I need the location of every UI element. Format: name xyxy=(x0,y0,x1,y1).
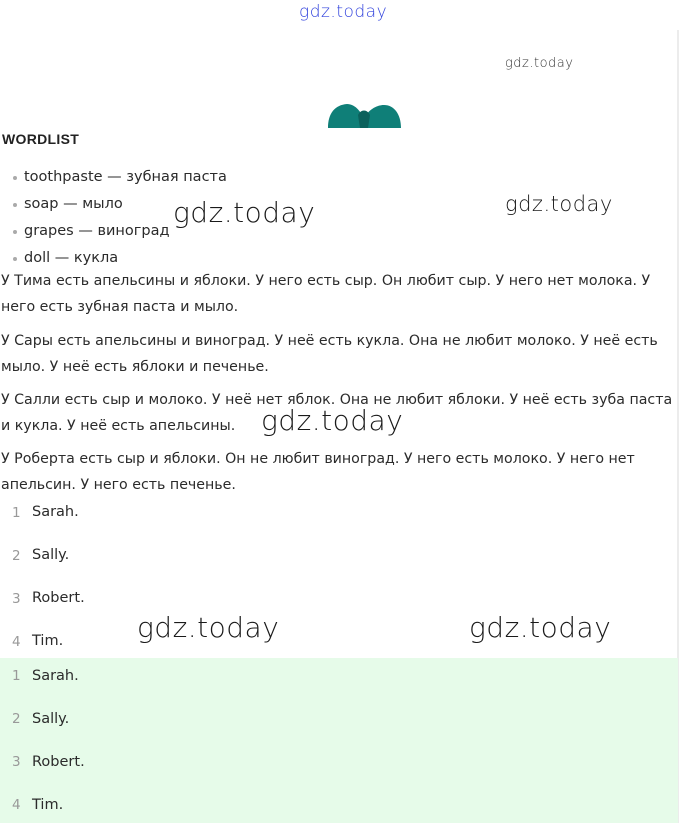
watermark-top: gdz.today xyxy=(299,2,388,22)
answer-number: 4 xyxy=(12,797,21,813)
paragraph-sarah: У Сары есть апельсины и виноград. У неё есть кукла. Она не любит молоко. У неё есть мыло. У неё есть яблоки и печенье. xyxy=(1,333,658,375)
wordlist-item: toothpaste — зубная паста xyxy=(12,166,227,193)
answer-number: 1 xyxy=(12,505,21,521)
watermark: gdz.today xyxy=(261,404,404,437)
wordlist-heading: WORDLIST xyxy=(2,131,80,147)
watermark: gdz.today xyxy=(505,192,613,216)
answer-row xyxy=(0,658,678,701)
paragraph-sally: У Салли есть сыр и молоко. У неё нет яблок. Она не любит яблоки. У неё есть зуба паста и кукла. У неё есть апельсины. xyxy=(1,392,673,434)
answer-text: Robert. xyxy=(32,590,85,606)
wordlist-item: soap — мыло xyxy=(12,193,227,220)
answer-text: Sarah. xyxy=(32,504,79,520)
paragraph-tim: У Тима есть апельсины и яблоки. У него есть сыр. Он любит сыр. У него нет молока. У него есть зубная паста и мыло. xyxy=(1,273,651,315)
answer-row xyxy=(0,787,678,830)
paragraph-robert: У Роберта есть сыр и яблоки. Он не любит виноград. У него есть молоко. У него нет апельсин. У него есть печенье. xyxy=(1,451,635,493)
watermark: gdz.today xyxy=(469,611,612,644)
answer-number: 2 xyxy=(12,711,21,727)
answer-text: Sally. xyxy=(32,711,70,727)
answer-text: Tim. xyxy=(32,797,64,813)
answer-row xyxy=(0,497,678,540)
answer-text: Sarah. xyxy=(32,668,79,684)
answer-number: 3 xyxy=(12,754,21,770)
answer-number: 3 xyxy=(12,591,21,607)
answer-text: Sally. xyxy=(32,547,70,563)
answer-text: Robert. xyxy=(32,754,85,770)
watermark-small: gdz.today xyxy=(505,56,574,71)
answer-number: 2 xyxy=(12,548,21,564)
answer-row xyxy=(0,701,678,744)
answer-list-highlighted xyxy=(0,658,678,823)
wordlist-item: doll — кукла xyxy=(12,247,227,274)
answer-number: 1 xyxy=(12,668,21,684)
answer-row xyxy=(0,540,678,583)
bow-illustration xyxy=(327,101,402,128)
wordlist-item: grapes — виноград xyxy=(12,220,227,247)
answer-number: 4 xyxy=(12,634,21,650)
answer-row xyxy=(0,744,678,787)
watermark: gdz.today xyxy=(173,196,316,229)
answer-text: Tim. xyxy=(32,633,64,649)
watermark: gdz.today xyxy=(137,611,280,644)
